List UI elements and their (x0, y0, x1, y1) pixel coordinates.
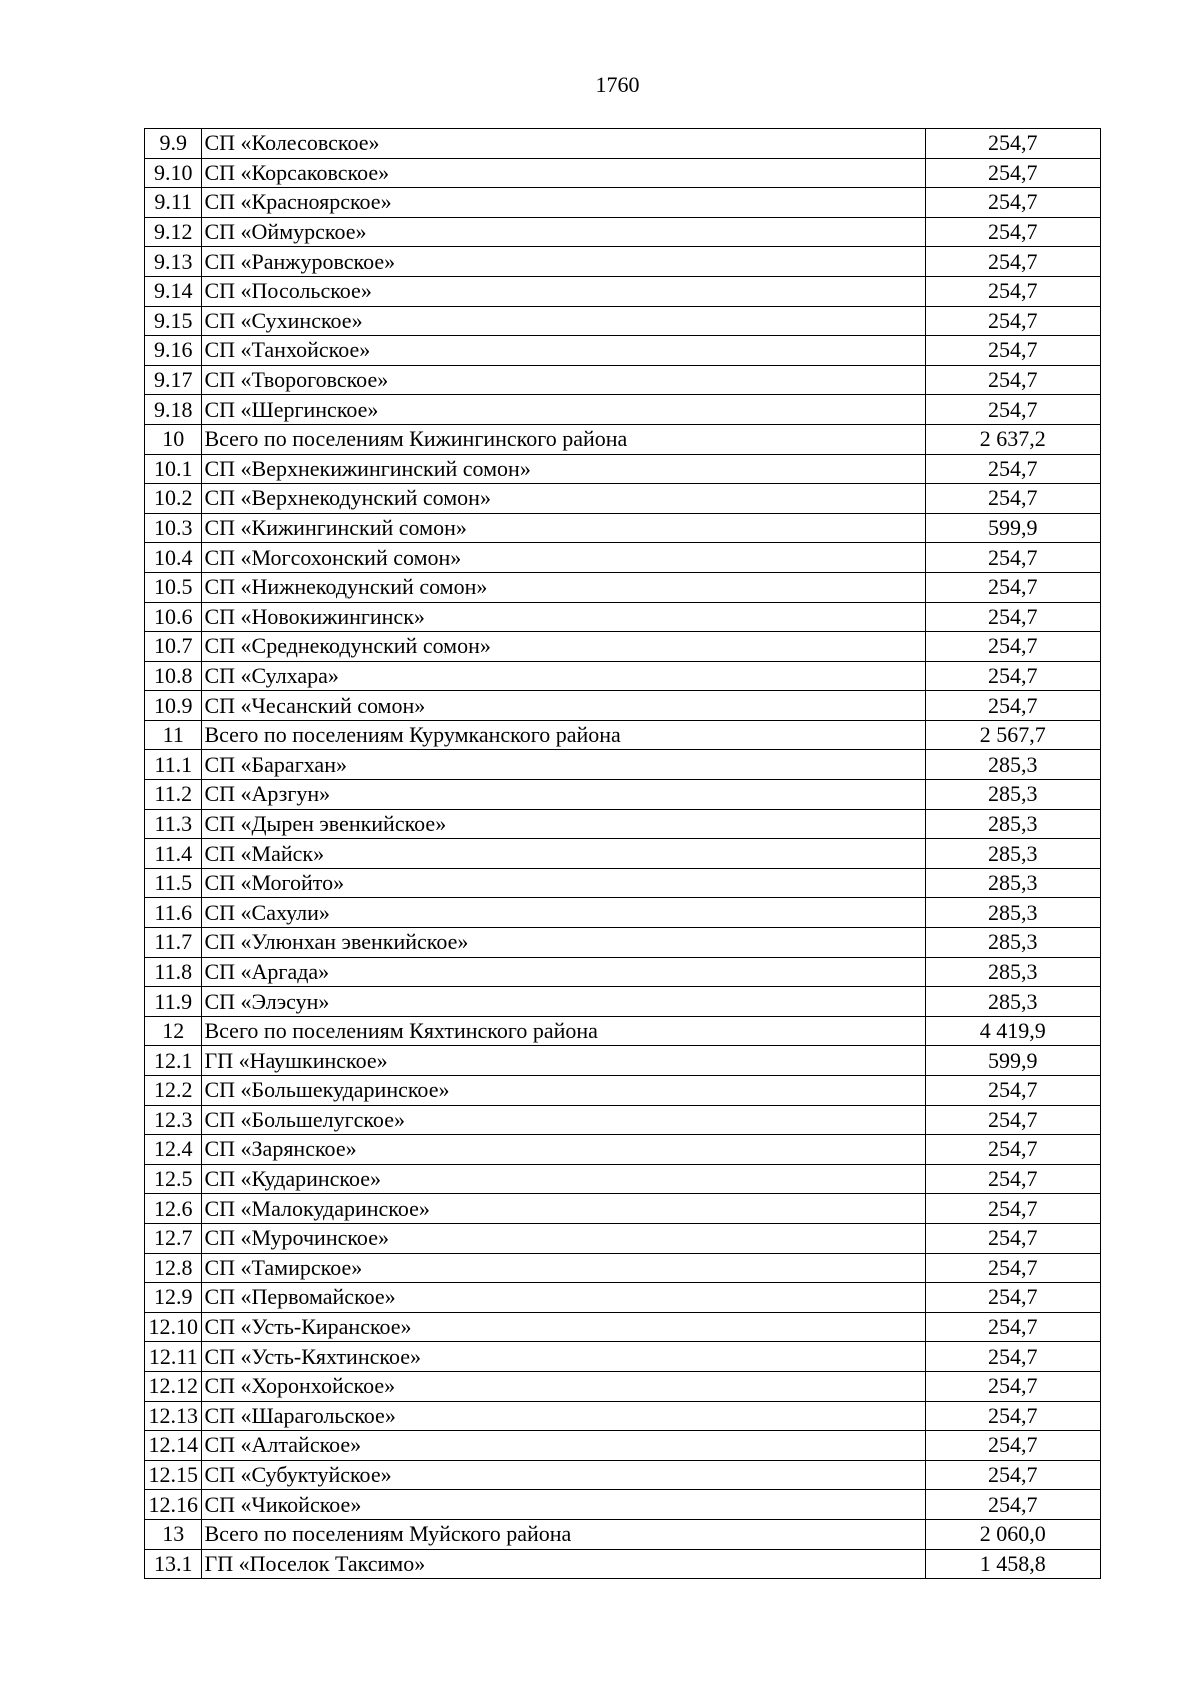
amount-cell: 1 458,8 (925, 1549, 1100, 1579)
table-row (145, 809, 1101, 839)
settlement-name-cell: СП «Оймурское» (202, 217, 925, 247)
row-number-cell: 12.14 (145, 1431, 202, 1461)
table-row (145, 987, 1101, 1017)
row-number-cell: 11.4 (145, 839, 202, 869)
table-row (145, 868, 1101, 898)
amount-cell: 599,9 (925, 1046, 1100, 1076)
settlement-name-cell: СП «Новокижингинск» (202, 602, 925, 632)
row-number-cell: 11.5 (145, 868, 202, 898)
row-number-cell: 11.6 (145, 898, 202, 928)
settlement-name-cell: Всего по поселениям Кяхтинского района (202, 1016, 925, 1046)
table-row (145, 513, 1101, 543)
table-row (145, 720, 1101, 750)
amount-cell: 254,7 (925, 1431, 1100, 1461)
settlement-name-cell: СП «Хоронхойское» (202, 1371, 925, 1401)
settlement-name-cell: СП «Малокударинское» (202, 1194, 925, 1224)
table-row (145, 750, 1101, 780)
amount-cell: 254,7 (925, 1253, 1100, 1283)
settlement-name-cell: СП «Танхойское» (202, 336, 925, 366)
row-number-cell: 10.9 (145, 691, 202, 721)
table-row (145, 661, 1101, 691)
row-number-cell: 12.12 (145, 1371, 202, 1401)
settlement-name-cell: СП «Арзгун» (202, 780, 925, 810)
row-number-cell: 12.6 (145, 1194, 202, 1224)
table-row (145, 424, 1101, 454)
row-number-cell: 12 (145, 1016, 202, 1046)
settlement-name-cell: СП «Улюнхан эвенкийское» (202, 928, 925, 958)
settlement-name-cell: СП «Сахули» (202, 898, 925, 928)
settlement-name-cell: СП «Кударинское» (202, 1164, 925, 1194)
amount-cell: 254,7 (925, 1401, 1100, 1431)
row-number-cell: 12.15 (145, 1460, 202, 1490)
settlement-name-cell: Всего по поселениям Кижингинского района (202, 424, 925, 454)
table-row (145, 1312, 1101, 1342)
settlement-name-cell: СП «Твороговское» (202, 365, 925, 395)
row-number-cell: 9.13 (145, 247, 202, 277)
table-row (145, 1105, 1101, 1135)
settlement-name-cell: СП «Первомайское» (202, 1283, 925, 1313)
row-number-cell: 12.4 (145, 1135, 202, 1165)
table-row (145, 217, 1101, 247)
row-number-cell: 9.16 (145, 336, 202, 366)
row-number-cell: 9.14 (145, 276, 202, 306)
settlement-name-cell: СП «Усть-Кяхтинское» (202, 1342, 925, 1372)
table-row (145, 188, 1101, 218)
amount-cell: 285,3 (925, 928, 1100, 958)
settlement-name-cell: СП «Колесовское» (202, 129, 925, 159)
settlement-name-cell: СП «Алтайское» (202, 1431, 925, 1461)
amount-cell: 254,7 (925, 1135, 1100, 1165)
row-number-cell: 11 (145, 720, 202, 750)
amount-cell: 254,7 (925, 247, 1100, 277)
row-number-cell: 11.7 (145, 928, 202, 958)
table-row (145, 1460, 1101, 1490)
settlement-name-cell: Всего по поселениям Курумканского района (202, 720, 925, 750)
table-row (145, 336, 1101, 366)
table-row (145, 395, 1101, 425)
amount-cell: 254,7 (925, 217, 1100, 247)
settlement-name-cell: СП «Усть-Киранское» (202, 1312, 925, 1342)
settlement-name-cell: СП «Зарянское» (202, 1135, 925, 1165)
table-row (145, 898, 1101, 928)
amount-cell: 254,7 (925, 632, 1100, 662)
row-number-cell: 10.5 (145, 572, 202, 602)
row-number-cell: 12.2 (145, 1076, 202, 1106)
amount-cell: 254,7 (925, 395, 1100, 425)
row-number-cell: 10 (145, 424, 202, 454)
table-row (145, 602, 1101, 632)
row-number-cell: 10.8 (145, 661, 202, 691)
row-number-cell: 11.8 (145, 957, 202, 987)
row-number-cell: 13.1 (145, 1549, 202, 1579)
amount-cell: 2 060,0 (925, 1519, 1100, 1549)
table-row (145, 780, 1101, 810)
amount-cell: 285,3 (925, 780, 1100, 810)
amount-cell: 254,7 (925, 661, 1100, 691)
amount-cell: 254,7 (925, 543, 1100, 573)
table-row (145, 1016, 1101, 1046)
settlement-name-cell: СП «Нижнекодунский сомон» (202, 572, 925, 602)
amount-cell: 254,7 (925, 1490, 1100, 1520)
settlement-name-cell: СП «Посольское» (202, 276, 925, 306)
settlement-name-cell: СП «Майск» (202, 839, 925, 869)
row-number-cell: 9.9 (145, 129, 202, 159)
row-number-cell: 11.9 (145, 987, 202, 1017)
row-number-cell: 12.9 (145, 1283, 202, 1313)
settlement-name-cell: СП «Корсаковское» (202, 158, 925, 188)
table-row (145, 484, 1101, 514)
row-number-cell: 10.7 (145, 632, 202, 662)
settlement-name-cell: СП «Чесанский сомон» (202, 691, 925, 721)
settlement-name-cell: СП «Барагхан» (202, 750, 925, 780)
row-number-cell: 12.8 (145, 1253, 202, 1283)
table-row (145, 276, 1101, 306)
amount-cell: 254,7 (925, 1312, 1100, 1342)
table-row (145, 1194, 1101, 1224)
amount-cell: 285,3 (925, 898, 1100, 928)
amount-cell: 254,7 (925, 1283, 1100, 1313)
settlement-name-cell: СП «Тамирское» (202, 1253, 925, 1283)
table-row (145, 1490, 1101, 1520)
amount-cell: 254,7 (925, 1371, 1100, 1401)
amount-cell: 254,7 (925, 602, 1100, 632)
amount-cell: 254,7 (925, 188, 1100, 218)
settlement-name-cell: СП «Шергинское» (202, 395, 925, 425)
table-row (145, 1135, 1101, 1165)
amount-cell: 2 637,2 (925, 424, 1100, 454)
amount-cell: 254,7 (925, 1164, 1100, 1194)
table-row (145, 632, 1101, 662)
row-number-cell: 9.12 (145, 217, 202, 247)
settlement-name-cell: СП «Кижингинский сомон» (202, 513, 925, 543)
amount-cell: 254,7 (925, 336, 1100, 366)
settlement-name-cell: СП «Могойто» (202, 868, 925, 898)
settlement-name-cell: СП «Сухинское» (202, 306, 925, 336)
amount-cell: 285,3 (925, 839, 1100, 869)
amount-cell: 254,7 (925, 306, 1100, 336)
page-number: 1760 (595, 72, 640, 97)
table-row (145, 1549, 1101, 1579)
amount-cell: 254,7 (925, 1194, 1100, 1224)
amount-cell: 285,3 (925, 750, 1100, 780)
row-number-cell: 9.17 (145, 365, 202, 395)
row-number-cell: 12.3 (145, 1105, 202, 1135)
table-row (145, 839, 1101, 869)
table-row (145, 1046, 1101, 1076)
row-number-cell: 11.1 (145, 750, 202, 780)
table-row (145, 572, 1101, 602)
settlement-name-cell: СП «Мурочинское» (202, 1223, 925, 1253)
amount-cell: 599,9 (925, 513, 1100, 543)
amount-cell: 254,7 (925, 691, 1100, 721)
table-row (145, 1431, 1101, 1461)
allocation-table-body (145, 129, 1101, 1579)
table-row (145, 928, 1101, 958)
settlement-name-cell: ГП «Наушкинское» (202, 1046, 925, 1076)
table-row (145, 691, 1101, 721)
amount-cell: 254,7 (925, 484, 1100, 514)
amount-cell: 254,7 (925, 1342, 1100, 1372)
row-number-cell: 12.13 (145, 1401, 202, 1431)
amount-cell: 285,3 (925, 987, 1100, 1017)
table-row (145, 454, 1101, 484)
amount-cell: 254,7 (925, 572, 1100, 602)
row-number-cell: 12.10 (145, 1312, 202, 1342)
amount-cell: 254,7 (925, 1223, 1100, 1253)
settlement-name-cell: СП «Элэсун» (202, 987, 925, 1017)
settlement-name-cell: СП «Большекударинское» (202, 1076, 925, 1106)
settlement-name-cell: СП «Среднекодунский сомон» (202, 632, 925, 662)
row-number-cell: 10.3 (145, 513, 202, 543)
row-number-cell: 13 (145, 1519, 202, 1549)
row-number-cell: 9.18 (145, 395, 202, 425)
table-row (145, 543, 1101, 573)
row-number-cell: 10.2 (145, 484, 202, 514)
settlement-name-cell: СП «Ранжуровское» (202, 247, 925, 277)
amount-cell: 254,7 (925, 158, 1100, 188)
table-row (145, 1519, 1101, 1549)
amount-cell: 254,7 (925, 276, 1100, 306)
row-number-cell: 12.7 (145, 1223, 202, 1253)
settlement-name-cell: СП «Дырен эвенкийское» (202, 809, 925, 839)
row-number-cell: 12.1 (145, 1046, 202, 1076)
row-number-cell: 12.16 (145, 1490, 202, 1520)
amount-cell: 285,3 (925, 957, 1100, 987)
amount-cell: 254,7 (925, 1076, 1100, 1106)
table-row (145, 1253, 1101, 1283)
amount-cell: 285,3 (925, 868, 1100, 898)
amount-cell: 2 567,7 (925, 720, 1100, 750)
table-row (145, 158, 1101, 188)
table-row (145, 365, 1101, 395)
table-row (145, 1164, 1101, 1194)
settlement-name-cell: СП «Чикойское» (202, 1490, 925, 1520)
settlement-name-cell: СП «Могсохонский сомон» (202, 543, 925, 573)
settlement-name-cell: СП «Верхнекижингинский сомон» (202, 454, 925, 484)
table-row (145, 247, 1101, 277)
amount-cell: 254,7 (925, 1460, 1100, 1490)
table-row (145, 129, 1101, 159)
settlement-name-cell: СП «Субуктуйское» (202, 1460, 925, 1490)
row-number-cell: 10.1 (145, 454, 202, 484)
table-row (145, 1223, 1101, 1253)
settlement-name-cell: СП «Аргада» (202, 957, 925, 987)
row-number-cell: 9.11 (145, 188, 202, 218)
amount-cell: 4 419,9 (925, 1016, 1100, 1046)
row-number-cell: 11.2 (145, 780, 202, 810)
row-number-cell: 11.3 (145, 809, 202, 839)
allocation-table (144, 128, 1101, 1579)
amount-cell: 285,3 (925, 809, 1100, 839)
settlement-name-cell: СП «Верхнекодунский сомон» (202, 484, 925, 514)
settlement-name-cell: Всего по поселениям Муйского района (202, 1519, 925, 1549)
settlement-name-cell: СП «Большелугское» (202, 1105, 925, 1135)
settlement-name-cell: СП «Шарагольское» (202, 1401, 925, 1431)
table-row (145, 1342, 1101, 1372)
settlement-name-cell: ГП «Поселок Таксимо» (202, 1549, 925, 1579)
row-number-cell: 10.6 (145, 602, 202, 632)
amount-cell: 254,7 (925, 1105, 1100, 1135)
settlement-name-cell: СП «Сулхара» (202, 661, 925, 691)
row-number-cell: 9.10 (145, 158, 202, 188)
row-number-cell: 12.11 (145, 1342, 202, 1372)
table-row (145, 1283, 1101, 1313)
table-row (145, 957, 1101, 987)
table-row (145, 306, 1101, 336)
table-row (145, 1371, 1101, 1401)
amount-cell: 254,7 (925, 454, 1100, 484)
amount-cell: 254,7 (925, 365, 1100, 395)
row-number-cell: 12.5 (145, 1164, 202, 1194)
row-number-cell: 9.15 (145, 306, 202, 336)
amount-cell: 254,7 (925, 129, 1100, 159)
table-row (145, 1401, 1101, 1431)
settlement-name-cell: СП «Красноярское» (202, 188, 925, 218)
row-number-cell: 10.4 (145, 543, 202, 573)
table-row (145, 1076, 1101, 1106)
